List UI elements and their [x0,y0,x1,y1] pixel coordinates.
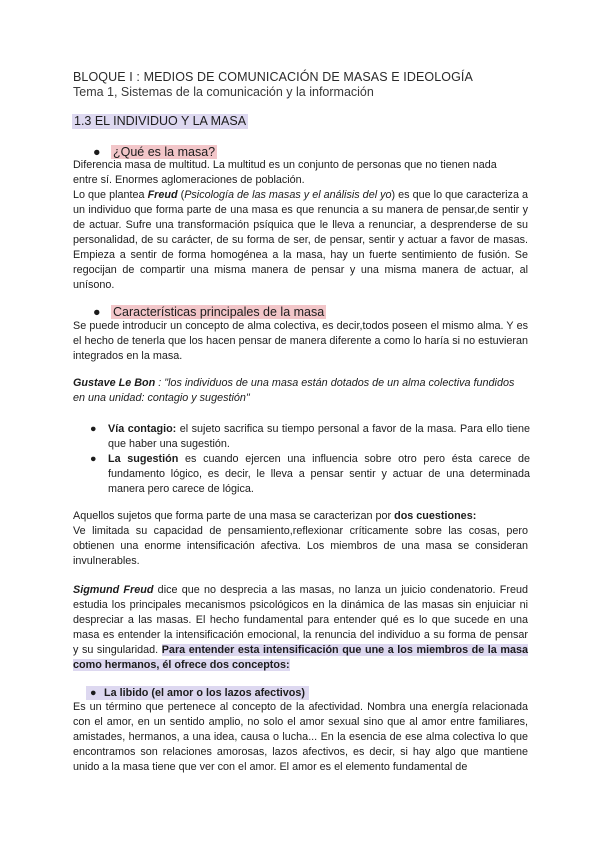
heading-que-es-la-masa [93,145,217,159]
list-text: el sujeto sacrifica su tiempo personal a favor de la masa. Para ello tiene que haber una sugestión. [108,423,530,450]
list-text: es cuando ejercen una influencia sobre otro pero ésta carece de fundamento lógico, es decir, le lleva a pensar sentir y actuar de una determinada manera pero carece de lógica. [108,453,530,495]
heading-highlight [86,686,309,700]
highlighted-text: Para entender esta intensificación que une a los miembros de la masa como hermanos, él ofrece dos conceptos: [73,644,528,671]
page-header [73,70,533,100]
bullet-icon: ● [90,423,97,435]
bullet-icon: ● [90,453,97,465]
text-run: ) es que lo que caracteriza a un individuo que forma parte de una masa es que renuncia a su manera de pensar,de sentir y de actuar. Sufre una transformación psíquica que le lleva a renunciar, a desprenderse de su personalidad, de su carácter, de su forma de ser, de pensar, sentir y actuar a favor de masas. Empieza a sentir de forma homogénea a la masa, hay un fuerte sentimiento de fusión. Se regocijan de compartir una misma manera de pensar y una misma manera de actuar, al unísono. [73,189,528,291]
heading-text: La libido (el amor o los lazos afectivos) [104,687,305,699]
text-run: Lo que plantea [73,189,148,201]
section-title: 1.3 EL INDIVIDUO Y LA MASA [74,114,247,128]
block-title: BLOQUE I : MEDIOS DE COMUNICACIÓN DE MASAS E IDEOLOGÍA [73,70,473,84]
paragraph-sigmund-freud [73,583,528,673]
heading-text: ¿Qué es la masa? [113,145,216,159]
author-name: Freud [147,189,178,201]
author-name: Gustave Le Bon [73,377,156,389]
quote-text: "los individuos de una masa están dotados de un alma colectiva fundidos en una unidad: contagio y sugestión" [73,377,515,404]
bullet-icon: ● [93,305,101,319]
text-line: Diferencia masa de multitud. La multitud es un conjunto de personas que no tienen nada [73,159,497,171]
quote-le-bon [73,376,528,406]
author-name: Sigmund Freud [73,584,154,596]
list-item [90,452,530,497]
heading-text: Características principales de la masa [113,305,325,319]
topic-subtitle: Tema 1, Sistemas de la comunicación y la información [73,85,374,99]
paragraph-multitud [73,158,528,188]
text-run: Ve limitada su capacidad de pensamiento,reflexionar críticamente sobre las cosas, pero obtienen una enorme intensificación afectiva. Los miembros de una masa se consideran invulnerables. [73,525,528,567]
list-term: Vía contagio: [108,423,177,435]
text-line: entre sí. Enormes aglomeraciones de población. [73,174,305,186]
heading-libido [86,686,309,700]
list-term: La sugestión [108,453,179,465]
book-title: Psicología de las masas y el análisis del yo [184,189,392,201]
text-run: dice que no desprecia a las masas, no lanza un juicio condenatorio. Freud estudia los principales mecanismos psicológicos en la dinámica de las masas sin enjuiciar ni despreciar a las masas. El hecho fundamental para entender qué es lo que sucede en una masa es entender la intensificación emocional, la renuncia del individuo a su forma de pensar y su singularidad. [73,584,528,656]
paragraph-freud-plantea [73,188,528,293]
bold-text: dos cuestiones: [394,510,477,522]
bullet-list [90,422,530,497]
bullet-icon: ● [93,145,101,159]
paragraph-dos-cuestiones [73,509,528,569]
text-run: ( [177,189,185,201]
paragraph-libido: Es un término que pertenece al concepto de la afectividad. Nombra una energía relacionada con el amor, en un sentido amplio, no solo el amor sexual sino que al amor entre familiares, amistades, hermanos, a una idea, causa o lucha... En la esencia de ese alma colectiva lo que encontramos son relaciones amorosas, lazos afectivos, es decir, si hay algo que mantiene unido a la masa tiene que ver con el amor. El amor es el elemento fundamental de [73,701,528,773]
text-run: : [155,377,165,389]
list-item [90,422,530,452]
paragraph-alma-colectiva: Se puede introducir un concepto de alma colectiva, es decir,todos poseen el mismo alma. Y es el hecho de tenerla que los hacen pensar de manera diferente a como lo haría si no estuvieran integrados en la masa. [73,320,528,362]
heading-caracteristicas [93,305,326,319]
text-run: Aquellos sujetos que forma parte de una masa se caracterizan por [73,510,395,522]
bullet-icon: ● [90,687,97,699]
text-line [73,509,528,524]
